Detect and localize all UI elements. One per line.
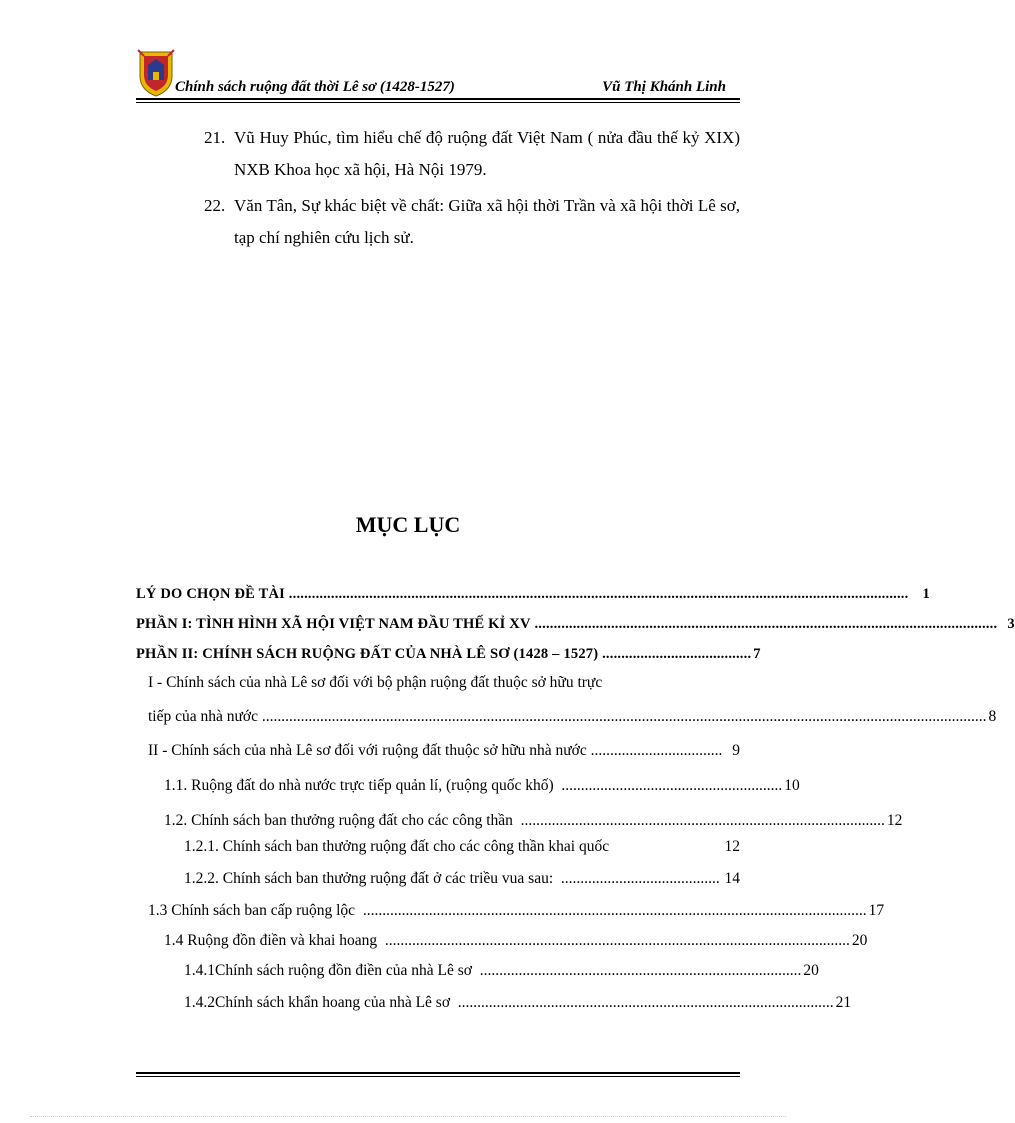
footer-rule	[136, 1072, 740, 1074]
reference-text: Văn Tân, Sự khác biệt về chất: Giữa xã hội thời Trần và xã hội thời Lê sơ, tạp chí nghiên cứu lịch sử.	[234, 196, 740, 247]
toc-entry-label: 1.2.2. Chính sách ban thưởng ruộng đất ở các triều vua sau:	[184, 870, 554, 887]
toc-entry-page: 9	[732, 742, 740, 759]
toc-entry-page: 1	[922, 586, 930, 602]
toc-leader: .........................................................................................................................	[530, 616, 998, 632]
toc-leader: ..................................................................................................................................................................	[284, 586, 909, 602]
reference-number: 21.	[204, 128, 226, 147]
toc-entry-label: PHẦN II: CHÍNH SÁCH RUỘNG ĐẤT CỦA NHÀ LÊ SƠ (1428 – 1527)	[136, 646, 599, 662]
toc-entry-label: 1.2.1. Chính sách ban thưởng ruộng đất cho các công thần khai quốc	[184, 838, 610, 855]
toc-entry-label: II - Chính sách của nhà Lê sơ đối với ruộng đất thuộc sở hữu nhà nước	[148, 742, 587, 759]
toc-entry-page: 20	[803, 962, 819, 979]
toc-entry-page: 8	[988, 708, 997, 725]
toc-entry-page: 12	[724, 838, 740, 855]
toc-entry-page: 10	[784, 777, 800, 794]
toc-entry-label: 1.4.1Chính sách ruộng đồn điền của nhà Lê sơ	[184, 962, 472, 979]
page-header	[136, 46, 740, 106]
toc-leader: ..................................	[586, 742, 723, 759]
header-author: Vũ Thị Khánh Linh	[602, 79, 726, 95]
reference-text: Vũ Huy Phúc, tìm hiểu chế độ ruộng đất Việt Nam ( nửa đầu thế kỷ XIX) NXB Khoa học xã hội, Hà Nội 1979.	[234, 128, 740, 179]
toc-entry-page: 21	[835, 994, 852, 1011]
toc-entry[interactable]	[136, 583, 930, 605]
toc-leader: .................................................................................................	[450, 994, 834, 1011]
toc-entry[interactable]	[184, 868, 740, 890]
toc-entry-page: 14	[724, 870, 740, 887]
toc-entry-label: 1.4 Ruộng đồn điền và khai hoang	[164, 932, 378, 949]
toc-leader: ...................................................................................	[472, 962, 802, 979]
toc-entry[interactable]	[184, 960, 819, 982]
toc-entry[interactable]	[148, 740, 740, 762]
toc-leader: ..................................................................................................................................	[355, 902, 867, 919]
toc-entry-page: 3	[1007, 616, 1015, 632]
reference-item	[204, 122, 740, 186]
toc-entry-label: 1.1. Ruộng đất do nhà nước trực tiếp quản lí, (ruộng quốc khố)	[164, 777, 554, 794]
header-rule	[136, 98, 740, 100]
university-logo-icon	[136, 46, 176, 98]
toc-entry-page: 20	[851, 932, 868, 949]
toc-leader: ...........................................................................................................................................................................................	[257, 708, 987, 725]
toc-leader: ..............................................................................................	[512, 812, 885, 829]
toc-leader: ........................................................................................................................	[377, 932, 850, 949]
toc-leader	[609, 836, 722, 858]
toc-entry-page: 17	[868, 902, 885, 919]
toc-entry[interactable]	[164, 930, 868, 952]
toc-leader: .........................................	[553, 870, 720, 887]
toc-entry-page: 7	[753, 646, 761, 662]
toc-entry[interactable]	[148, 900, 885, 922]
toc-entry-label: 1.4.2Chính sách khẩn hoang của nhà Lê sơ	[184, 994, 451, 1011]
toc-entry-label-line1: I - Chính sách của nhà Lê sơ đối với bộ phận ruộng đất thuộc sở hữu trực	[148, 674, 603, 691]
toc-entry-label: 1.2. Chính sách ban thưởng ruộng đất cho các công thần	[164, 812, 513, 829]
toc-leader: .........................................................	[553, 777, 783, 794]
toc-entry[interactable]	[136, 613, 1015, 635]
page-edge	[30, 1116, 786, 1117]
toc-entry[interactable]	[164, 775, 800, 797]
toc-entry[interactable]	[136, 643, 761, 665]
toc-leader: .......................................	[598, 646, 752, 662]
toc-title: MỤC LỤC	[355, 512, 461, 537]
toc-entry-label: LÝ DO CHỌN ĐỀ TÀI	[136, 586, 285, 602]
reference-list	[204, 122, 740, 254]
toc-entry[interactable]	[148, 706, 997, 728]
toc-entry[interactable]	[164, 810, 903, 832]
toc-entry[interactable]	[184, 992, 852, 1014]
reference-item	[204, 190, 740, 254]
reference-number: 22.	[204, 196, 226, 215]
toc-entry-page: 12	[886, 812, 903, 829]
toc-entry-label: PHẦN I: TÌNH HÌNH XÃ HỘI VIỆT NAM ĐẦU THẾ KỈ XV	[136, 616, 531, 632]
header-rule-thin	[136, 102, 740, 103]
toc-entry-label: 1.3 Chính sách ban cấp ruộng lộc	[148, 902, 356, 919]
header-title: Chính sách ruộng đất thời Lê sơ (1428-1527)	[175, 79, 455, 95]
footer-rule-thin	[136, 1076, 740, 1077]
toc-entry-label: tiếp của nhà nước	[148, 708, 258, 725]
toc-entry[interactable]	[184, 836, 740, 858]
